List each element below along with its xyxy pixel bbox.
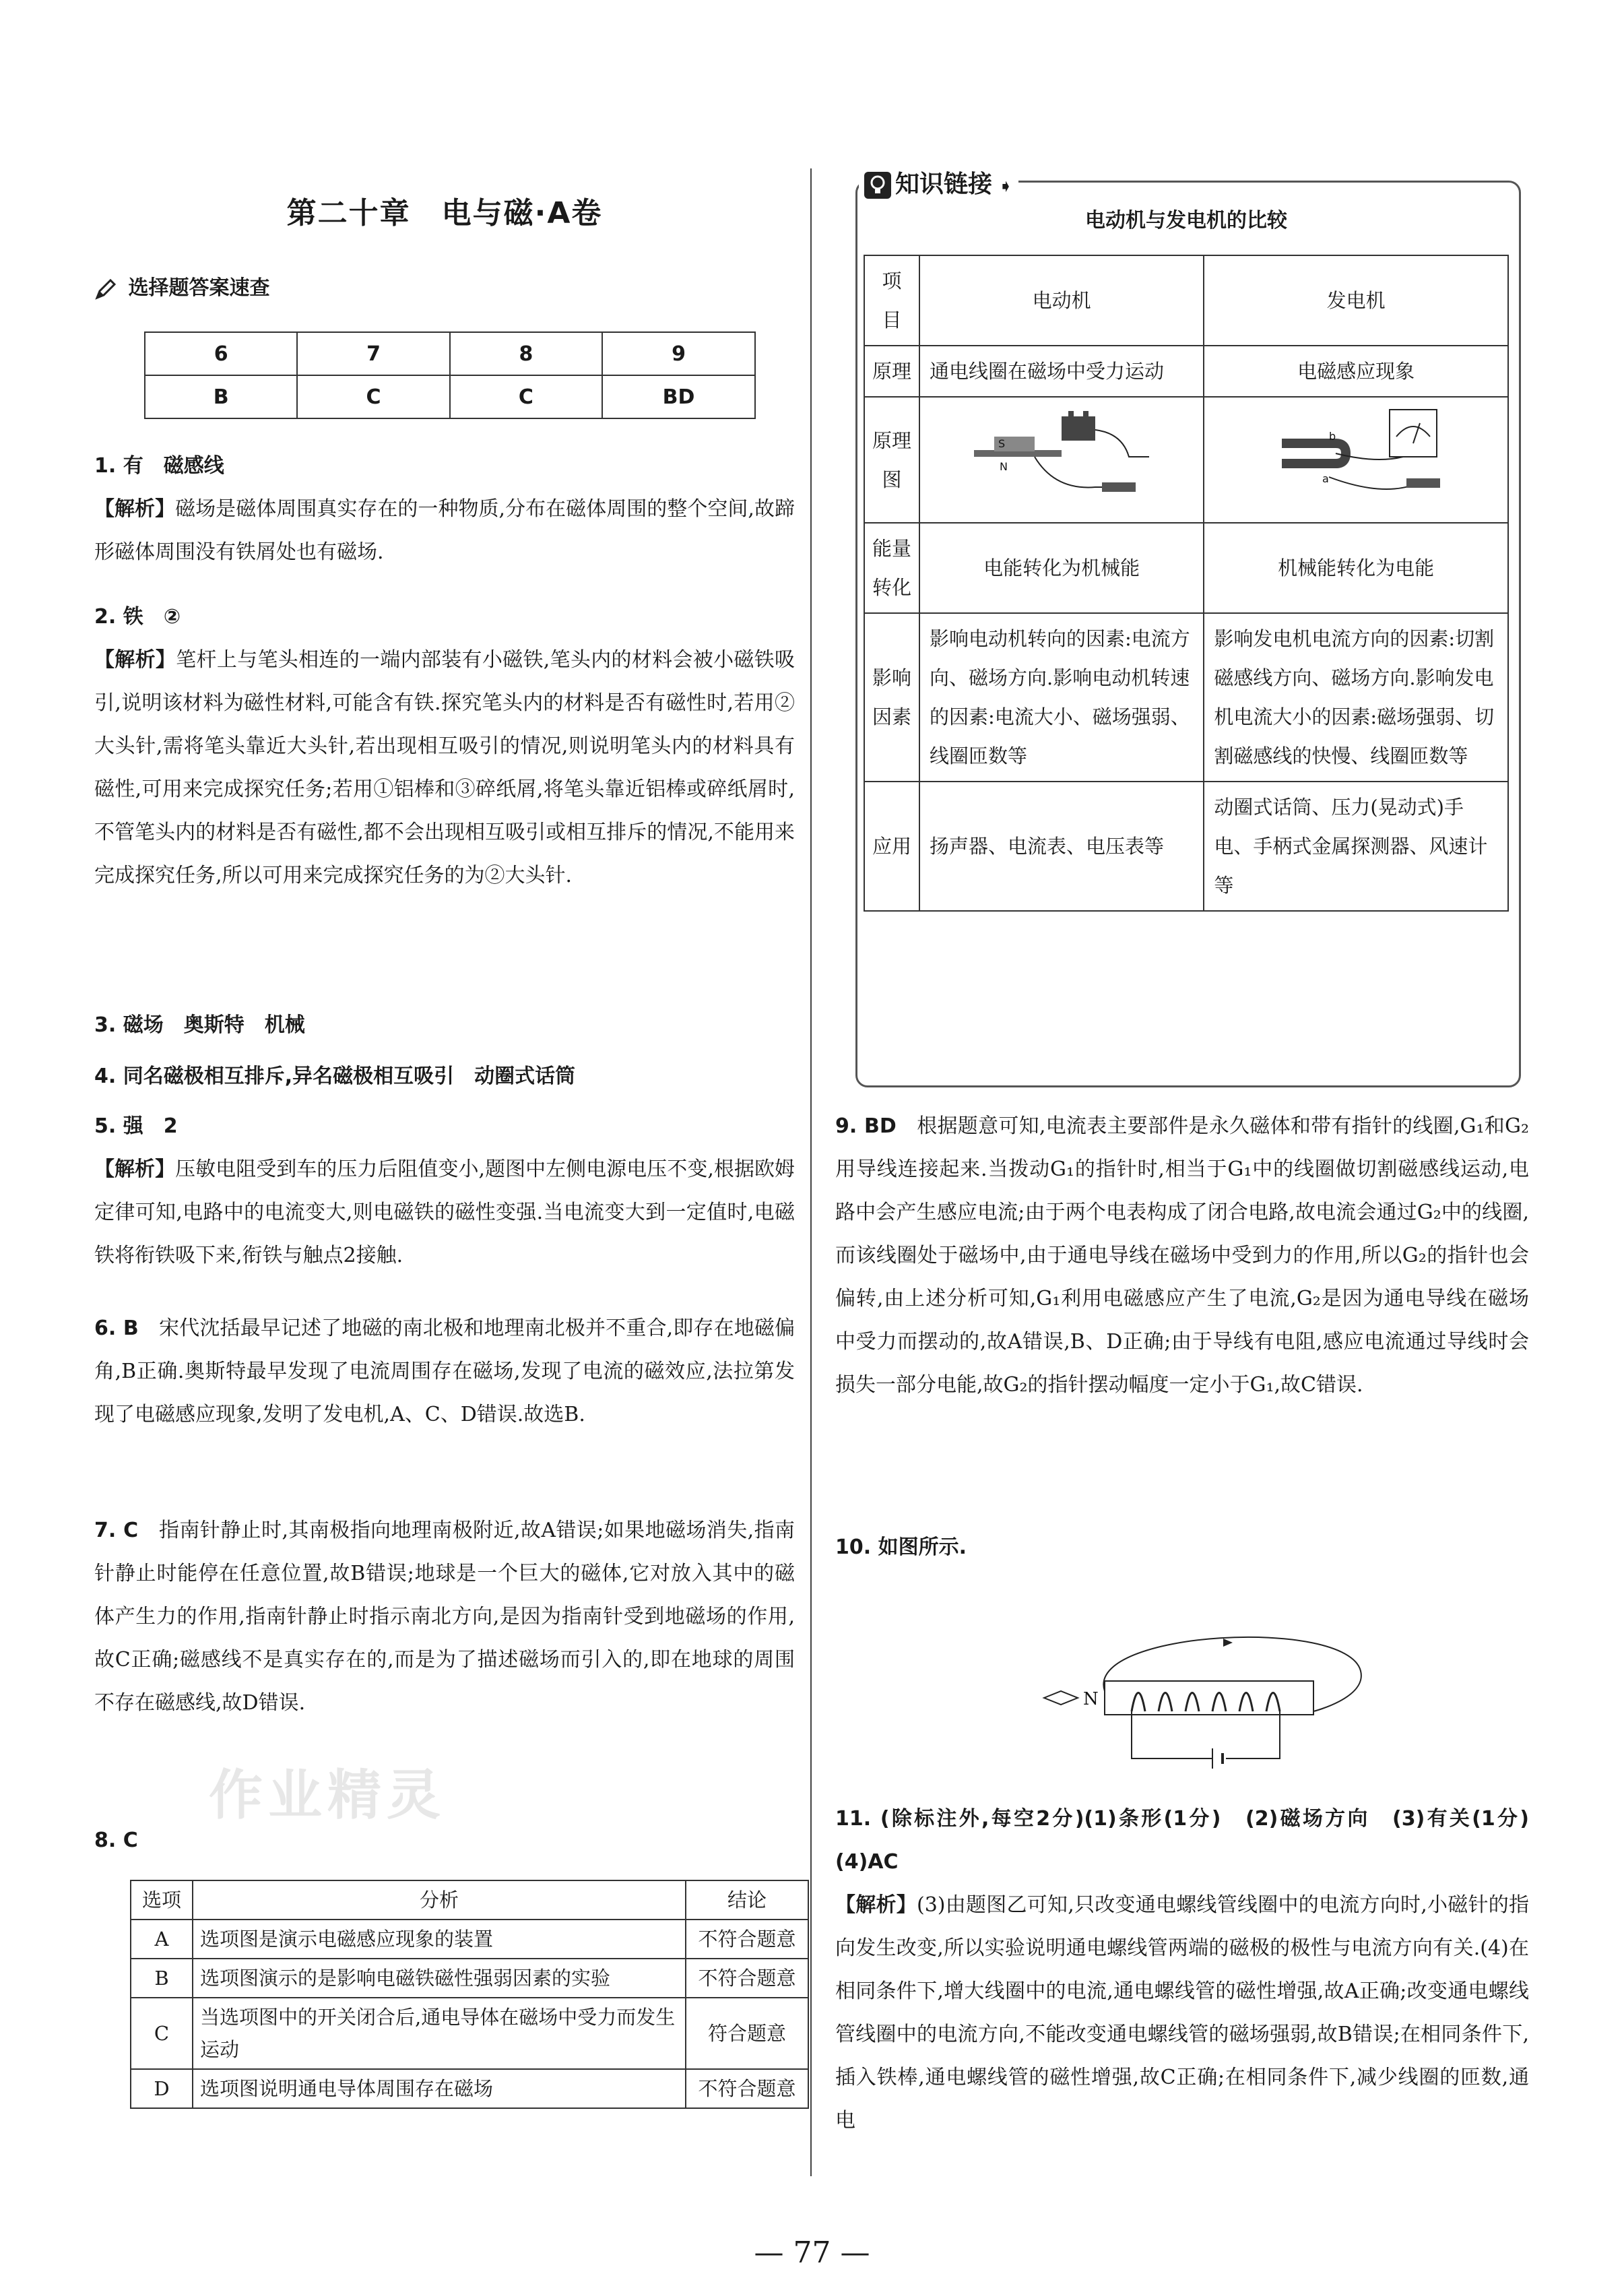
answer-q1: 1. 有 磁感线 【解析】磁场是磁体周围真实存在的一种物质,分布在磁体周围的整个空间,故蹄形磁体周围没有铁屑处也有磁场. — [94, 454, 795, 564]
s-pole-label: S — [998, 437, 1006, 450]
compass-needle-icon — [1044, 1691, 1078, 1705]
motor-diagram — [919, 397, 1204, 523]
watermark: 作业精灵 — [209, 1764, 446, 1827]
quick-answer-table — [144, 331, 756, 419]
answer-q4: 4. 同名磁极相互排斥,异名磁极相互吸引 动圈式话筒 — [94, 1065, 576, 1088]
table-row: 原理 通电线圈在磁场中受力运动 电磁感应现象 — [864, 346, 1508, 397]
wire-b-label: b — [1329, 430, 1336, 443]
answer-q10: 10. 如图所示. — [835, 1535, 967, 1559]
answer-q8: 8. C — [94, 1829, 138, 1852]
table-row: 应用 扬声器、电流表、电压表等 动圈式话筒、压力(晃动式)手电、手柄式金属探测器、风速计等 — [864, 782, 1508, 911]
table-row: C 当选项图中的开关闭合后,通电导体在磁场中受力而发生运动 符合题意 — [131, 1998, 808, 2069]
wire-a-label: a — [1322, 472, 1329, 485]
quick-number: 6 — [145, 332, 297, 375]
page-title: 第二十章 电与磁·A卷 — [286, 196, 603, 230]
quick-number: 7 — [297, 332, 449, 375]
answer-q11: 11. (除标注外,每空2分)(1)条形(1分) (2)磁场方向 (3)有关(1分) (4)AC 【解析】(3)由题图乙可知,只改变通电螺线管线圈中的电流方向时,小磁针的指向发生改变,所以实验说明通电螺线管两端的磁极的极性与电流方向有关.(4)在相同条件下,增大线圈中的电流,通电螺线管的磁性增强,故A正确;改变通电螺线管线圈中的电流方向,不能改变通电螺线管的磁场强弱,故B错误;在相同条件下,插入铁棒,通电螺线管的磁性增强,故C正确;在相同条件下,减少线圈的匝数,通电 — [835, 1807, 1549, 2132]
quick-answer: C — [297, 375, 449, 418]
table-row: 影响因素 影响电动机转向的因素:电流方向、磁场方向.影响电动机转速的因素:电流大小、磁场强弱、线圈匝数等 影响发电机电流方向的因素:切割磁感线方向、磁场方向.影响发电机电流大小的因素:磁场强弱、切割磁感线的快慢、线圈匝数等 — [864, 613, 1508, 782]
quick-number: 9 — [602, 332, 755, 375]
quick-answer-heading: 选择题答案速查 — [94, 271, 269, 300]
answer-q3: 3. 磁场 奥斯特 机械 — [94, 1013, 305, 1037]
knowledge-table: 项目 电动机 发电机 原理 通电线圈在磁场中受力运动 电磁感应现象 原理图 S N b a 能量转化 电能转化为机械能 机械能转化为电能 影响因素 影响电动机转向的因素:电流方向、磁场方向.影响电动机转速的因素:电流大小、磁场强弱、线圈匝数等 影响发电机电流方向的因素:切割磁感线方向、磁场方向.影响发电机电流大小的因素:磁场强弱、切割磁感线的快慢、线圈匝数等 应用 扬声器、电流表、电压表等 动圈式话筒、压力(晃动式)手电、手柄式金属探测器、风速计等 — [864, 255, 1509, 912]
lightbulb-icon — [864, 172, 891, 199]
answer-q5: 5. 强 2 【解析】压敏电阻受到车的压力后阻值变小,题图中左侧电源电压不变,根据欧姆定律可知,电路中的电流变大,则电磁铁的磁性变强.当电流变大到一定值时,电磁铁将衔铁吸下来,衔铁与触点2接触. — [94, 1114, 795, 1267]
quick-answer: BD — [602, 375, 755, 418]
analysis-header: 选项 — [131, 1880, 193, 1920]
table-row: 原理图 S N b a — [864, 397, 1508, 523]
pencil-icon — [94, 278, 117, 300]
table-row: A 选项图是演示电磁感应现象的装置 不符合题意 — [131, 1920, 808, 1959]
table-row: B 选项图演示的是影响电磁铁磁性强弱因素的实验 不符合题意 — [131, 1959, 808, 1998]
answer-q7: 7. C 指南针静止时,其南极指向地理南极附近,故A错误;如果地磁场消失,指南针静止时能停在任意位置,故B错误;地球是一个巨大的磁体,它对放入其中的磁体产生力的作用,指南针静止时指示南北方向,是因为指南针受到地磁场的作用,故C正确;磁感线不是真实存在的,而是为了描述磁场而引入的,即在地球的周围不存在磁感线,故D错误. — [94, 1519, 795, 1715]
motor-diagram-figure — [961, 403, 1163, 504]
table-row: D 选项图说明通电导体周围存在磁场 不符合题意 — [131, 2069, 808, 2108]
solenoid-figure — [1031, 1610, 1381, 1792]
analysis-table — [130, 1880, 809, 2109]
quick-number: 8 — [450, 332, 602, 375]
quick-answer: C — [450, 375, 602, 418]
answer-q2: 2. 铁 ② 【解析】笔杆上与笔头相连的一端内部装有小磁铁,笔头内的材料会被小磁铁吸引,说明该材料为磁性材料,可能含有铁.探究笔头内的材料是否有磁性时,若用②大头针,需将笔头靠近大头针,若出现相互吸引的情况,则说明笔头内的材料具有磁性,可用来完成探究任务;若用①铝棒和③碎纸屑,将笔头靠近铝棒或碎纸屑时,不管笔头内的材料是否有磁性,都不会出现相互吸引或相互排斥的情况,不能用来完成探究任务,所以可用来完成探究任务的为②大头针. — [94, 605, 795, 887]
analysis-header: 结论 — [686, 1880, 808, 1920]
page-number: — 77 — — [754, 2236, 870, 2270]
n-pole-label: N — [1083, 1689, 1099, 1709]
column-divider — [810, 168, 812, 2176]
field-arrow-icon — [1223, 1639, 1233, 1647]
n-pole-label: N — [1000, 460, 1008, 473]
answer-q9: 9. BD 根据题意可知,电流表主要部件是永久磁体和带有指针的线圈,G₁和G₂用导线连接起来.当拨动G₁的指针时,相当于G₁中的线圈做切割磁感线运动,电路中会产生感应电流;由于两个电表构成了闭合电路,故电流会通过G₂中的线圈,而该线圈处于磁场中,由于通电导线在磁场中受到力的作用,所以G₂的指针也会偏转,由上述分析可知,G₁利用电磁感应产生了电流,G₂是因为通电导线在磁场中受力而摆动的,故A错误,B、D正确;由于导线有电阻,感应电流通过导线时会损失一部分电能,故G₂的指针摆动幅度一定小于G₁,故C错误. — [835, 1114, 1529, 1397]
generator-diagram — [1204, 397, 1508, 523]
table-row: 能量转化 电能转化为机械能 机械能转化为电能 — [864, 523, 1508, 613]
knowledge-badge: 知识链接 ➧ — [859, 165, 1018, 199]
analysis-header: 分析 — [193, 1880, 686, 1920]
generator-diagram-figure — [1255, 403, 1457, 504]
answer-q6: 6. B 宋代沈括最早记述了地磁的南北极和地理南北极并不重合,即存在地磁偏角,B正确.奥斯特最早发现了电流周围存在磁场,发现了电流的磁效应,法拉第发现了电磁感应现象,发明了发电机,A、C、D错误.故选B. — [94, 1317, 795, 1426]
knowledge-title: 电动机与发电机的比较 — [1085, 209, 1287, 232]
quick-answer: B — [145, 375, 297, 418]
